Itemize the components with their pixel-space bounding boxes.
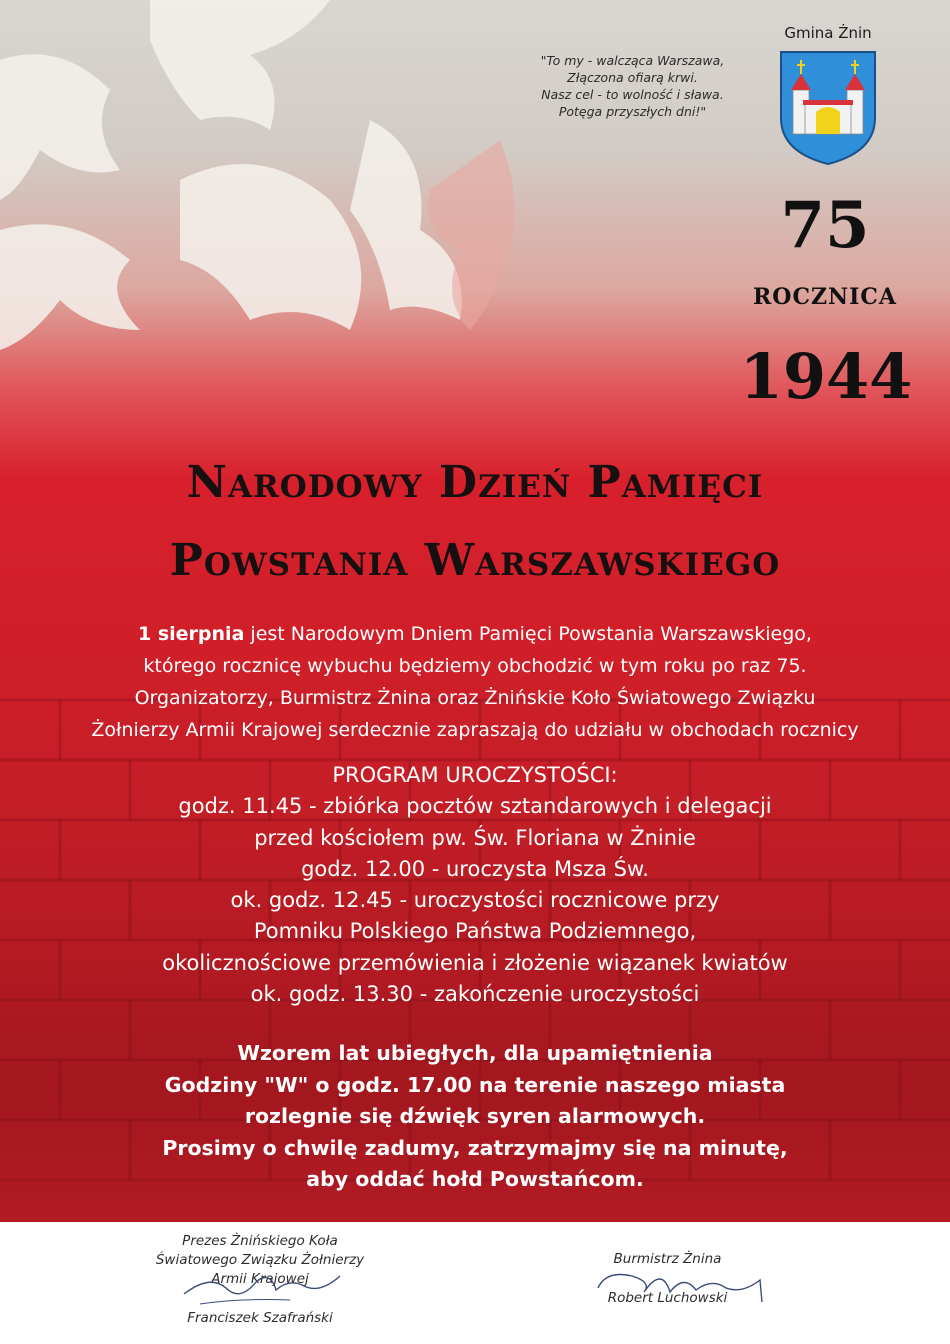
- signature-footer: [0, 1222, 950, 1344]
- appeal-line: Prosimy o chwilę zadumy, zatrzymajmy się na minutę,: [162, 1135, 788, 1160]
- appeal-section: [0, 1038, 950, 1196]
- program-line: okolicznościowe przemówienia i złożenie wiązanek kwiatów: [162, 950, 788, 975]
- program-line: godz. 12.00 - uroczysta Msza Św.: [301, 856, 649, 881]
- program-line: ok. godz. 13.30 - zakończenie uroczystości: [250, 982, 700, 1007]
- program-line: Pomniku Polskiego Państwa Podziemnego,: [253, 919, 697, 944]
- program-section: [0, 760, 950, 1010]
- appeal-line: rozlegnie się dźwięk syren alarmowych.: [244, 1104, 706, 1128]
- anniversary-year: 1944: [739, 340, 913, 413]
- intro-line: [0, 618, 950, 650]
- program-line: ok. godz. 12.45 - uroczystości rocznicowe przy: [230, 888, 720, 913]
- signatory-role-line: Światowego Związku Żołnierzy: [155, 1252, 365, 1268]
- title-line-2: Powstania Warszawskiego: [169, 535, 781, 586]
- appeal-line: Wzorem lat ubiegłych, dla upamiętnienia: [237, 1041, 713, 1065]
- intro-line-1-text: jest Narodowym Dniem Pamięci Powstania Warszawskiego,: [244, 623, 812, 645]
- program-line: przed kościołem pw. Św. Floriana w Żninie: [254, 825, 696, 850]
- quote-block: [510, 52, 755, 120]
- quote-line: Złączona ofiarą krwi.: [567, 70, 698, 85]
- appeal-line: Godziny "W" o godz. 17.00 na terenie naszego miasta: [164, 1072, 786, 1097]
- quote-line: "To my - walcząca Warszawa,: [540, 53, 725, 68]
- intro-paragraph: [0, 618, 950, 746]
- program-line: godz. 11.45 - zbiórka pocztów sztandarowych i delegacji: [178, 794, 772, 819]
- municipality-label: Gmina Żnin: [784, 24, 872, 42]
- signatory-role-line: Prezes Żnińskiego Koła: [182, 1233, 338, 1249]
- quote-line: Nasz cel - to wolność i sława.: [541, 87, 724, 102]
- program-heading: PROGRAM UROCZYSTOŚCI:: [332, 763, 618, 787]
- handwritten-signature-left: [180, 1264, 350, 1312]
- intro-line: którego rocznicę wybuchu będziemy obchodzić w tym roku po raz 75.: [143, 655, 807, 677]
- white-eagle-emblem: [0, 0, 520, 420]
- quote-line: Potęga przyszłych dni!": [558, 104, 707, 119]
- signatory-role-line: Armii Krajowej: [211, 1271, 309, 1287]
- anniversary-number: 75: [780, 188, 870, 263]
- intro-line: Żołnierzy Armii Krajowej serdecznie zapraszają do udziału w obchodach rocznicy: [91, 719, 859, 741]
- handwritten-signature-right: [592, 1262, 772, 1308]
- anniversary-word: ROCZNICA: [753, 284, 897, 310]
- coat-of-arms-icon: [779, 50, 877, 166]
- signatory-role: Burmistrz Żnina: [613, 1251, 722, 1267]
- signatory-name: Robert Luchowski: [607, 1290, 728, 1306]
- signatory-name: Franciszek Szafrański: [187, 1310, 333, 1326]
- title-line-1: Narodowy Dzień Pamięci: [186, 457, 764, 508]
- intro-date: 1 sierpnia: [138, 623, 245, 645]
- intro-line: Organizatorzy, Burmistrz Żnina oraz Żnińskie Koło Światowego Związku: [134, 687, 816, 709]
- appeal-line: aby oddać hołd Powstańcom.: [306, 1167, 644, 1191]
